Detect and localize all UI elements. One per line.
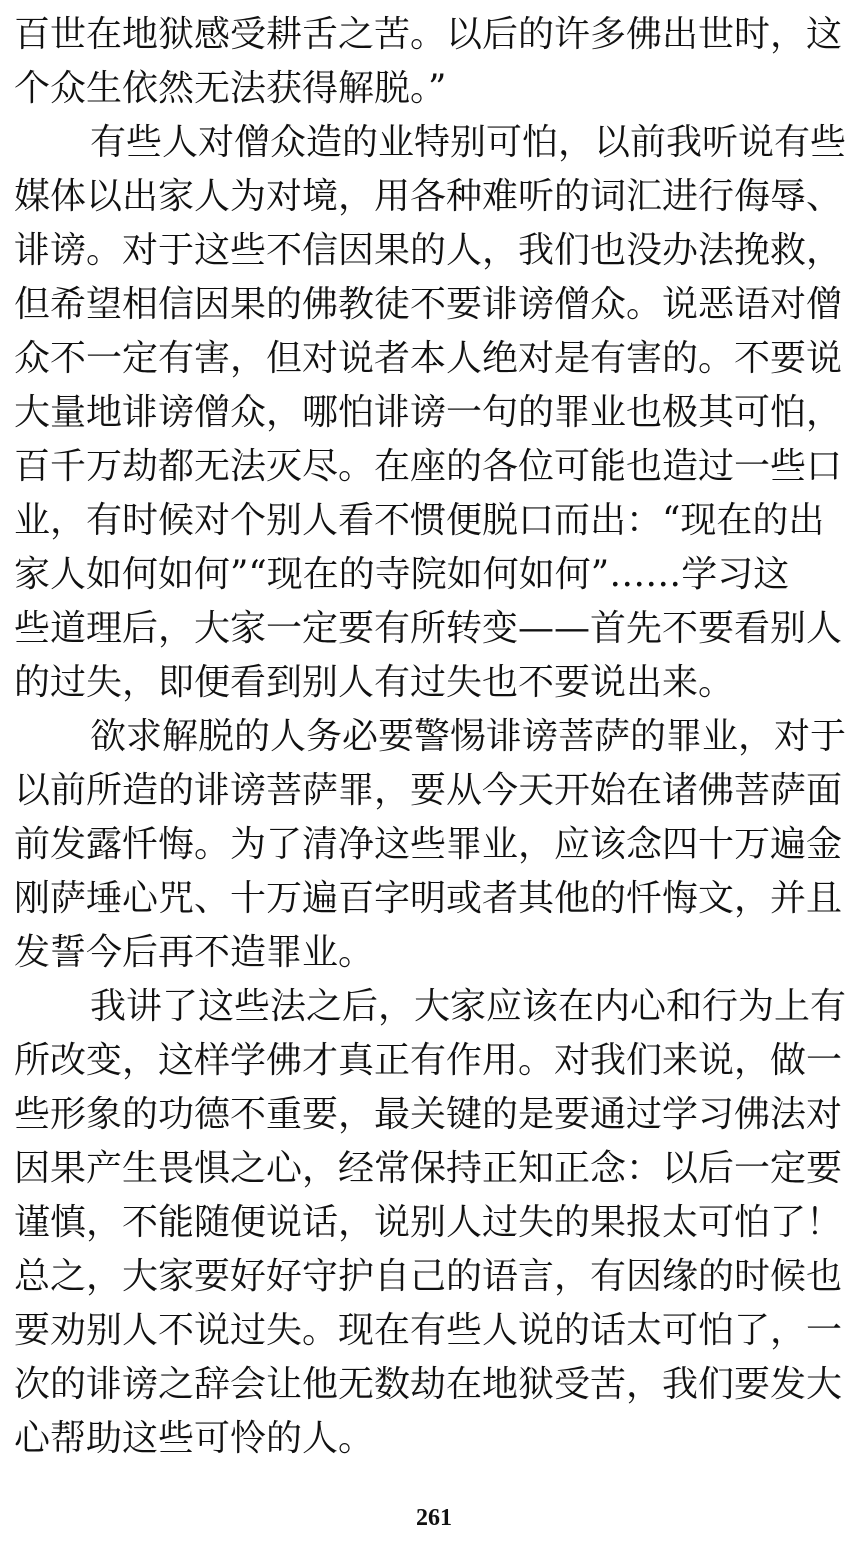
text-line: 媒体以出家人为对境，用各种难听的词汇进行侮辱、 [14, 176, 843, 217]
text-line: 百千万劫都无法灭尽。在座的各位可能也造过一些口 [14, 446, 843, 487]
text-line: 众不一定有害，但对说者本人绝对是有害的。不要说 [14, 338, 843, 379]
text-line: 前发露忏悔。为了清净这些罪业，应该念四十万遍金 [14, 824, 843, 865]
text-line: 刚萨埵心咒、十万遍百字明或者其他的忏悔文，并且 [14, 878, 843, 919]
text-line: 百世在地狱感受耕舌之苦。以后的许多佛出世时，这 [14, 14, 843, 55]
text-line: 大量地诽谤僧众，哪怕诽谤一句的罪业也极其可怕， [14, 392, 843, 433]
text-line: 家人如何如何”“现在的寺院如何如何”……学习这 [14, 554, 790, 595]
text-line: 次的诽谤之辞会让他无数劫在地狱受苦，我们要发大 [14, 1364, 843, 1405]
text-line: 心帮助这些可怜的人。 [14, 1418, 375, 1459]
page-number: 261 [416, 1505, 452, 1531]
text-line: 的过失，即便看到别人有过失也不要说出来。 [14, 662, 735, 703]
text-line: 但希望相信因果的佛教徒不要诽谤僧众。说恶语对僧 [14, 284, 843, 325]
text-line: 以前所造的诽谤菩萨罪，要从今天开始在诸佛菩萨面 [14, 770, 843, 811]
text-line: 发誓今后再不造罪业。 [14, 932, 375, 973]
text-line: 诽谤。对于这些不信因果的人，我们也没办法挽救， [14, 230, 843, 271]
text-line: 要劝别人不说过失。现在有些人说的话太可怕了，一 [14, 1310, 843, 1351]
paragraph-first-line: 有些人对僧众造的业特别可怕，以前我听说有些 [90, 122, 847, 163]
text-line: 总之，大家要好好守护自己的语言，有因缘的时候也 [14, 1256, 843, 1297]
text-line: 所改变，这样学佛才真正有作用。对我们来说，做一 [14, 1040, 843, 1081]
paragraph-first-line: 我讲了这些法之后，大家应该在内心和行为上有 [90, 986, 847, 1027]
text-line: 因果产生畏惧之心，经常保持正知正念：以后一定要 [14, 1148, 843, 1189]
paragraph-first-line: 欲求解脱的人务必要警惕诽谤菩萨的罪业，对于 [90, 716, 847, 757]
text-line: 谨慎，不能随便说话，说别人过失的果报太可怕了！ [14, 1202, 843, 1243]
text-line: 些道理后，大家一定要有所转变——首先不要看别人 [14, 608, 843, 649]
text-line: 些形象的功德不重要，最关键的是要通过学习佛法对 [14, 1094, 843, 1135]
text-line: 个众生依然无法获得解脱。” [14, 68, 447, 109]
body-text [14, 8, 859, 1466]
text-line: 业，有时候对个别人看不惯便脱口而出：“现在的出 [14, 500, 825, 541]
